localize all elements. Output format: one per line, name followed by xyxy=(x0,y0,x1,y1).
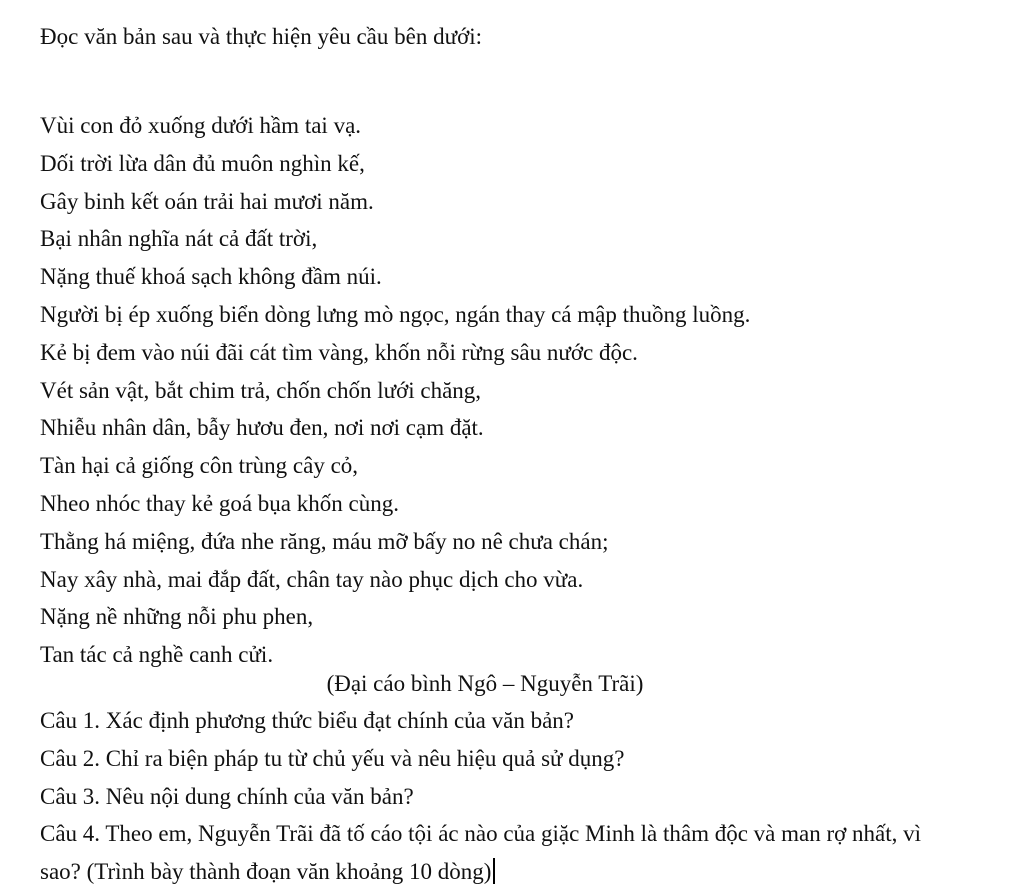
poem-line: Tan tác cả nghề canh cửi. xyxy=(40,642,274,668)
poem-line: Nhiễu nhân dân, bẫy hươu đen, nơi nơi cạm đặt. xyxy=(40,415,484,441)
question-item: Câu 3. Nêu nội dung chính của văn bản? xyxy=(40,783,414,809)
poem-line: Nay xây nhà, mai đắp đất, chân tay nào phục dịch cho vừa. xyxy=(40,566,584,592)
question-text: Câu 4. Theo em, Nguyễn Trãi đã tố cáo tội ác nào của giặc Minh là thâm độc và man rợ nhất, vì sao? (Trình bày thành đoạn văn khoảng 10 dòng) xyxy=(40,821,922,885)
poem-line: Vét sản vật, bắt chim trả, chốn chốn lưới chăng, xyxy=(40,377,482,403)
poem-excerpt xyxy=(40,107,750,674)
question-list xyxy=(40,702,960,891)
poem-line: Dối trời lừa dân đủ muôn nghìn kế, xyxy=(40,150,365,176)
poem-line: Nặng thuế khoá sạch không đầm núi. xyxy=(40,264,382,290)
question-item[interactable] xyxy=(40,815,960,891)
instruction-text: Đọc văn bản sau và thực hiện yêu cầu bên dưới: xyxy=(40,24,483,49)
poem-line: Gây binh kết oán trải hai mươi năm. xyxy=(40,188,374,214)
poem-line: Vùi con đỏ xuống dưới hầm tai vạ. xyxy=(40,113,362,138)
poem-line: Nheo nhóc thay kẻ goá bụa khốn cùng. xyxy=(40,490,399,516)
source-citation: (Đại cáo bình Ngô – Nguyễn Trãi) xyxy=(326,671,644,696)
question-item: Câu 1. Xác định phương thức biểu đạt chính của văn bản? xyxy=(40,708,574,733)
poem-line: Kẻ bị đem vào núi đãi cát tìm vàng, khốn nỗi rừng sâu nước độc. xyxy=(40,339,638,365)
poem-line: Thằng há miệng, đứa nhe răng, máu mỡ bấy no nê chưa chán; xyxy=(40,528,609,554)
poem-line: Tàn hại cả giống côn trùng cây cỏ, xyxy=(40,453,359,479)
question-item: Câu 2. Chỉ ra biện pháp tu từ chủ yếu và nêu hiệu quả sử dụng? xyxy=(40,745,625,771)
poem-line: Người bị ép xuống biển dòng lưng mò ngọc, ngán thay cá mập thuồng luồng. xyxy=(40,301,751,327)
text-cursor xyxy=(493,858,495,884)
poem-line: Bại nhân nghĩa nát cả đất trời, xyxy=(40,226,318,252)
poem-line: Nặng nề những nỗi phu phen, xyxy=(40,604,314,630)
